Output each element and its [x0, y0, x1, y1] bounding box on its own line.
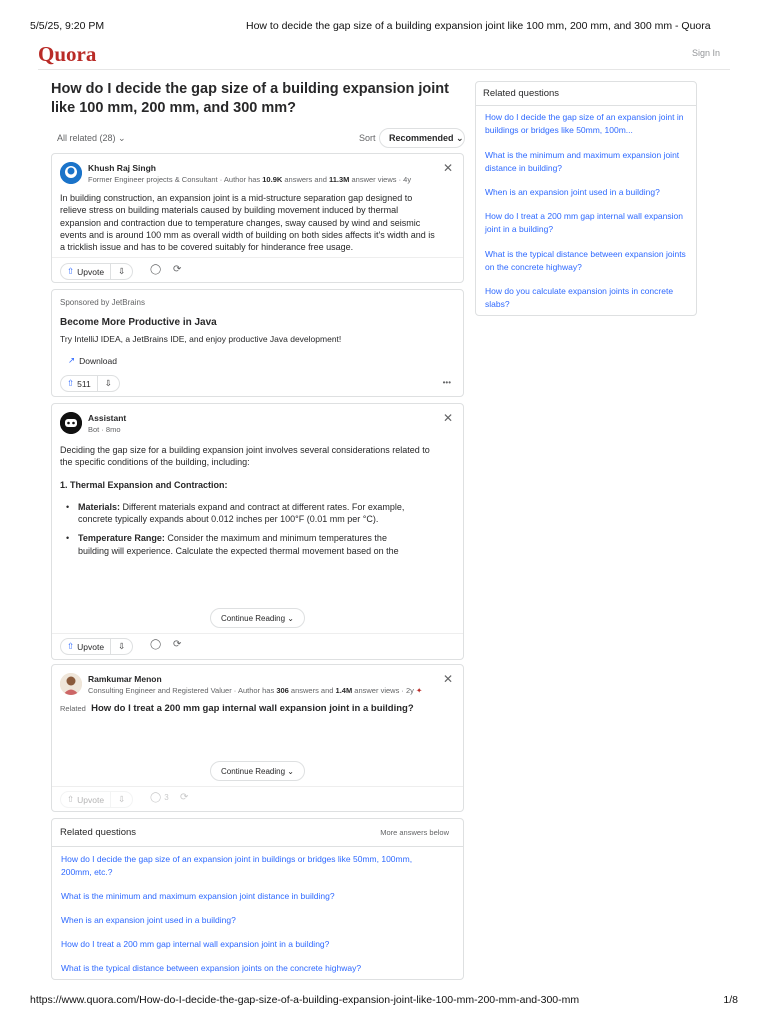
- answer-card: [51, 403, 464, 660]
- share-icon: ⟳: [173, 639, 182, 650]
- comment-button[interactable]: [150, 639, 161, 650]
- cred-mid: answers and: [282, 175, 329, 184]
- section-heading: 1. Thermal Expansion and Contraction:: [60, 479, 228, 490]
- upvote-label: Upvote: [77, 266, 105, 277]
- chevron-down-icon: ⌄: [456, 133, 464, 143]
- bullet-dot: •: [66, 501, 70, 512]
- answer-count: 306: [276, 686, 289, 695]
- downvote-button[interactable]: [98, 376, 119, 391]
- related-link[interactable]: When is an expansion joint used in a building?: [485, 187, 660, 197]
- bullet-label: Temperature Range:: [78, 533, 165, 544]
- external-link-icon: ↗: [68, 355, 76, 365]
- print-page-title: How to decide the gap size of a building expansion joint like 100 mm, 200 mm, and 300 mm - Quora: [246, 20, 711, 32]
- print-url: https://www.quora.com/How-do-I-decide-the-gap-size-of-a-building-expansion-joint-like-100-mm-200-mm-and-300-mm: [30, 994, 580, 1006]
- sidebar-title: Related questions: [483, 88, 560, 99]
- divider: [52, 633, 463, 634]
- spark-icon: ✦: [416, 686, 423, 695]
- answer-line: In building construction, an expansion joint is a mid-structure separation gap designed to: [60, 193, 413, 203]
- view-count: 11.3M: [328, 175, 350, 184]
- print-datetime: 5/5/25, 9:20 PM: [30, 20, 105, 32]
- share-button[interactable]: [180, 792, 188, 803]
- related-title: Related questions: [60, 827, 137, 838]
- related-link-line: How do I decide the gap size of an expansion joint in buildings or bridges like 50mm, 100mm,: [61, 854, 413, 864]
- share-icon: ⟳: [173, 264, 182, 275]
- bullet-label: Materials:: [78, 501, 121, 512]
- chevron-down-icon: ⌄: [118, 133, 126, 143]
- cred-prefix: Consulting Engineer and Registered Valuer · Author has: [88, 686, 277, 695]
- upvote-icon: ⇧: [67, 641, 75, 651]
- related-link[interactable]: How do I treat a 200 mm gap internal wall expansion joint in a building?: [485, 211, 683, 234]
- cred-mid: answers and: [288, 686, 336, 695]
- related-link[interactable]: What is the typical distance between expansion joints on the concrete highway?: [485, 249, 686, 272]
- fade-overlay: [53, 559, 462, 607]
- author-name[interactable]: Ramkumar Menon: [88, 674, 162, 684]
- downvote-icon: ⇩: [118, 641, 126, 651]
- upvote-button[interactable]: [61, 639, 111, 654]
- answer-filters: [51, 128, 464, 148]
- answer-line: expansion and contraction due to temperature changes, sway caused by wind and seismic: [60, 217, 421, 228]
- author-credential: Bot · 8mo: [88, 425, 121, 434]
- comment-icon: ◯: [150, 264, 162, 275]
- comment-icon: ◯: [150, 639, 162, 650]
- comment-button[interactable]: [150, 792, 169, 803]
- vote-group: [60, 263, 133, 280]
- downvote-icon: ⇩: [118, 266, 126, 276]
- print-header: [30, 20, 738, 32]
- answer-line: relieve stress on building materials caused by building movement induced by thermal: [60, 205, 399, 216]
- downvote-icon: ⇩: [104, 378, 112, 388]
- upvote-count: 511: [77, 378, 91, 389]
- upvote-label: Upvote: [77, 641, 105, 652]
- sort-dropdown[interactable]: [379, 128, 465, 148]
- related-questions-panel: [51, 818, 464, 980]
- divider: [52, 257, 463, 258]
- cred-prefix: Former Engineer projects & Consultant · Author has: [88, 175, 263, 184]
- divider: [52, 846, 463, 847]
- chevron-down-icon: ⌄: [287, 614, 294, 623]
- answer-card: [51, 664, 464, 812]
- upvote-button[interactable]: [61, 792, 111, 807]
- share-button[interactable]: [173, 639, 181, 650]
- author-name[interactable]: Khush Raj Singh: [88, 163, 156, 173]
- question-title: How do I decide the gap size of a building expansion joint like 100 mm, 200 mm, and 300 mm?: [51, 81, 449, 116]
- related-link[interactable]: When is an expansion joint used in a building?: [61, 915, 236, 925]
- all-related-label: All related (28): [57, 133, 116, 143]
- chevron-down-icon: ⌄: [287, 767, 294, 776]
- bot-avatar-icon: [60, 412, 82, 434]
- continue-reading-button[interactable]: [210, 608, 305, 628]
- downvote-button[interactable]: [111, 792, 132, 807]
- vote-group: [60, 375, 120, 392]
- downvote-button[interactable]: [111, 264, 132, 279]
- person-avatar-icon: [60, 673, 82, 695]
- continue-reading-button[interactable]: [210, 761, 305, 781]
- author-credential: [88, 175, 411, 184]
- upvote-icon: ⇧: [67, 266, 75, 276]
- print-page-number: 1/8: [723, 994, 738, 1006]
- related-question[interactable]: [60, 703, 414, 714]
- related-link[interactable]: What is the minimum and maximum expansion joint distance in building?: [61, 891, 335, 901]
- avatar[interactable]: [60, 673, 82, 695]
- sort-label: Sort: [359, 133, 376, 143]
- share-icon: ⟳: [180, 792, 189, 803]
- upvote-icon: ⇧: [67, 378, 75, 388]
- top-bar: [38, 36, 730, 70]
- comment-icon: ◯: [150, 792, 162, 803]
- upvote-label: Upvote: [77, 794, 105, 805]
- continue-reading-label: Continue Reading: [221, 614, 286, 623]
- divider: [52, 786, 463, 787]
- answer-line: events and is around 100 mm as overall width of building on both sides affects it's width and is: [60, 229, 435, 240]
- upvote-icon: ⇧: [67, 794, 75, 804]
- related-label: Related: [60, 704, 86, 713]
- related-link[interactable]: [61, 853, 461, 878]
- bullet-text: building will experience. Calculate the expected thermal movement based on the: [78, 545, 399, 556]
- close-icon[interactable]: ✕: [442, 672, 453, 686]
- related-link[interactable]: What is the minimum and maximum expansion joint distance in building?: [485, 150, 680, 173]
- related-link[interactable]: How do you calculate expansion joints in concrete slabs?: [485, 286, 674, 309]
- ad-text: Try IntelliJ IDEA, a JetBrains IDE, and enjoy productive Java development!: [60, 334, 342, 344]
- bullet-text: Different materials expand and contract at different rates. For example,: [120, 501, 405, 512]
- bullet-text: concrete typically expands about 0.012 inches per 100°F (0.01 mm per °C).: [78, 514, 379, 525]
- avatar[interactable]: [60, 412, 82, 434]
- vote-group: [60, 791, 133, 808]
- answer-text: [60, 192, 456, 253]
- bullet-item: [60, 501, 456, 526]
- sponsored-card: [51, 289, 464, 397]
- view-count: 1.4M: [335, 686, 353, 695]
- answer-card: [51, 153, 464, 283]
- author-credential: [88, 686, 422, 695]
- answer-line: Deciding the gap size for a building expansion joint involves several considerations related to: [60, 445, 430, 455]
- more-options-icon[interactable]: •••: [442, 378, 451, 387]
- related-link[interactable]: How do I decide the gap size of an expansion joint in buildings or bridges like 50mm, 100m...: [485, 112, 684, 135]
- share-button[interactable]: [173, 264, 181, 275]
- answer-line: a tricklish issue and has to be covered suitably for hinderance free usage.: [60, 242, 354, 253]
- close-icon[interactable]: ✕: [442, 411, 453, 425]
- quora-logo[interactable]: Quora: [38, 42, 97, 66]
- sponsor-label: Sponsored by JetBrains: [60, 298, 145, 307]
- related-questions-sidebar: [475, 81, 697, 316]
- avatar[interactable]: [60, 162, 82, 184]
- avatar-image: [60, 162, 82, 184]
- sort-value: Recommended: [389, 133, 454, 143]
- related-question-title: How do I treat a 200 mm gap internal wall expansion joint in a building?: [91, 703, 414, 714]
- close-icon[interactable]: ✕: [442, 161, 453, 175]
- bullet-item: [60, 532, 456, 557]
- comment-count: 3: [164, 793, 169, 802]
- divider: [476, 105, 696, 106]
- vote-group: [60, 638, 133, 655]
- downvote-button[interactable]: [111, 639, 132, 654]
- ad-title[interactable]: Become More Productive in Java: [60, 317, 217, 328]
- cred-suffix: answer views · 2y: [352, 686, 414, 695]
- answer-line: the specific conditions of the building, including:: [60, 457, 250, 468]
- fade-overlay: [53, 719, 462, 759]
- related-link[interactable]: What is the typical distance between expansion joints on the concrete highway?: [61, 963, 362, 973]
- bullet-dot: •: [66, 533, 70, 544]
- upvote-button[interactable]: [61, 264, 111, 279]
- more-answers-label: More answers below: [380, 828, 449, 837]
- cred-suffix: answer views · 4y: [349, 175, 412, 184]
- related-link-line: 200mm, etc.?: [61, 866, 113, 877]
- related-link[interactable]: How do I treat a 200 mm gap internal wall expansion joint in a building?: [61, 939, 330, 949]
- continue-reading-label: Continue Reading: [221, 767, 286, 776]
- download-label: Download: [79, 355, 117, 366]
- bullet-text: Consider the maximum and minimum temperatures the: [164, 533, 387, 544]
- all-related-dropdown[interactable]: [57, 133, 126, 144]
- upvote-button[interactable]: [61, 376, 98, 391]
- sign-in-link[interactable]: Sign In: [691, 48, 720, 58]
- download-button[interactable]: [68, 355, 117, 366]
- answer-text: [60, 444, 456, 557]
- downvote-icon: ⇩: [118, 794, 126, 804]
- comment-button[interactable]: [150, 264, 161, 275]
- answer-count: 10.9K: [262, 175, 283, 184]
- author-name[interactable]: Assistant: [88, 413, 127, 423]
